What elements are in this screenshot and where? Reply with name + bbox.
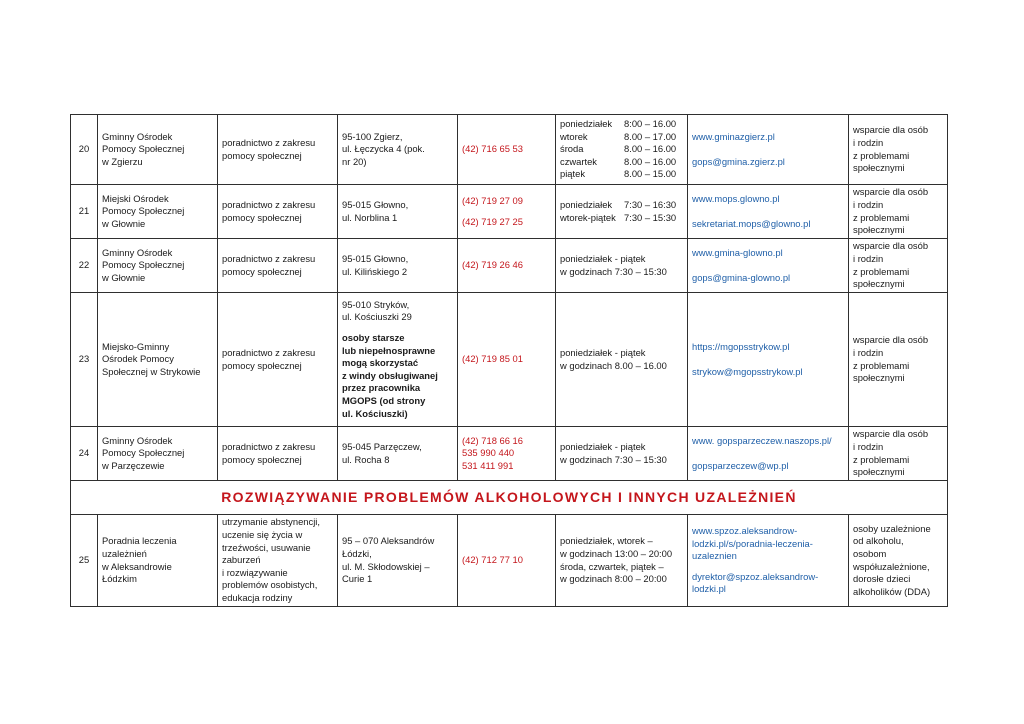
email-link[interactable]: gops@gmina.zgierz.pl: [692, 155, 785, 167]
contact-web-email: [688, 185, 849, 239]
support-scope: osoby uzależnione od alkoholu, osobom współuzależnione, dorosłe dzieci alkoholików (DDA): [849, 515, 948, 607]
service-type: poradnictwo z zakresu pomocy społecznej: [218, 293, 338, 427]
opening-hours: poniedziałek - piątek w godzinach 7:30 – 15:30: [556, 239, 688, 293]
opening-hours: poniedziałek 8:00 – 16.00 wtorek 8.00 – 17.00 środa 8.00 – 16.00 czwartek 8.00 – 16.00 piątek 8.00 – 15.00: [556, 115, 688, 185]
phone: (42) 712 77 10: [458, 515, 556, 607]
section-title: ROZWIĄZYWANIE PROBLEMÓW ALKOHOLOWYCH I INNYCH UZALEŻNIEŃ: [71, 481, 948, 515]
opening-hours: poniedziałek 7:30 – 16:30 wtorek-piątek 7:30 – 15:30: [556, 185, 688, 239]
support-scope: wsparcie dla osób i rodzin z problemami społecznymi: [849, 293, 948, 427]
phone: (42) 719 26 46: [458, 239, 556, 293]
institution-name: Poradnia leczenia uzależnień w Aleksandrowie Łódzkim: [98, 515, 218, 607]
row-number: 22: [71, 239, 98, 293]
accessibility-note: osoby starsze lub niepełnosprawne mogą skorzystać z windy obsługiwanej przez pracownika MGOPS (od strony ul. Kościuszki): [342, 332, 438, 419]
phone: (42) 719 85 01: [458, 293, 556, 427]
institution-name: Miejsko-Gminny Ośrodek Pomocy Społecznej w Strykowie: [98, 293, 218, 427]
institutions-table: [70, 114, 948, 607]
phone: (42) 716 65 53: [458, 115, 556, 185]
website-link[interactable]: www.mops.glowno.pl: [692, 192, 780, 204]
email-link[interactable]: gops@gmina-glowno.pl: [692, 271, 791, 283]
service-type: poradnictwo z zakresu pomocy społecznej: [218, 427, 338, 481]
phone: (42) 718 66 16 535 990 440 531 411 991: [458, 427, 556, 481]
table-row: [71, 515, 948, 607]
address: 95-015 Głowno, ul. Kilińskiego 2: [338, 239, 458, 293]
row-number: 23: [71, 293, 98, 427]
institution-name: Miejski Ośrodek Pomocy Społecznej w Głownie: [98, 185, 218, 239]
email-link[interactable]: gopsparzeczew@wp.pl: [692, 459, 789, 471]
contact-web-email: [688, 115, 849, 185]
address: 95-045 Parzęczew, ul. Rocha 8: [338, 427, 458, 481]
website-link[interactable]: https://mgopsstrykow.pl: [692, 340, 790, 352]
email-link[interactable]: sekretariat.mops@glowno.pl: [692, 217, 811, 229]
address: 95-100 Zgierz, ul. Łęczycka 4 (pok. nr 20): [338, 115, 458, 185]
contact-web-email: [688, 293, 849, 427]
website-link[interactable]: www.gminazgierz.pl: [692, 130, 775, 142]
website-link[interactable]: www. gopsparzeczew.naszops.pl/: [692, 434, 832, 446]
institution-name: Gminny Ośrodek Pomocy Społecznej w Parzęczewie: [98, 427, 218, 481]
service-type: poradnictwo z zakresu pomocy społecznej: [218, 115, 338, 185]
section-header-row: [71, 481, 948, 515]
table-row: [71, 239, 948, 293]
institution-name: Gminny Ośrodek Pomocy Społecznej w Zgierzu: [98, 115, 218, 185]
row-number: 25: [71, 515, 98, 607]
support-scope: wsparcie dla osób i rodzin z problemami społecznymi: [849, 239, 948, 293]
institution-name: Gminny Ośrodek Pomocy Społecznej w Głownie: [98, 239, 218, 293]
service-type: poradnictwo z zakresu pomocy społecznej: [218, 239, 338, 293]
row-number: 24: [71, 427, 98, 481]
contact-web-email: [688, 427, 849, 481]
support-scope: wsparcie dla osób i rodzin z problemami społecznymi: [849, 185, 948, 239]
table-row: [71, 427, 948, 481]
email-link[interactable]: strykow@mgopsstrykow.pl: [692, 365, 803, 377]
address: 95 – 070 Aleksandrów Łódzki, ul. M. Skłodowskiej – Curie 1: [338, 515, 458, 607]
website-link[interactable]: www.spzoz.aleksandrow- lodzki.pl/s/poradnia-leczenia- uzaleznien: [692, 525, 813, 562]
address: 95-015 Głowno, ul. Norblina 1: [338, 185, 458, 239]
opening-hours: poniedziałek - piątek w godzinach 7:30 – 15:30: [556, 427, 688, 481]
row-number: 20: [71, 115, 98, 185]
website-link[interactable]: www.gmina-glowno.pl: [692, 246, 783, 258]
support-scope: wsparcie dla osób i rodzin z problemami społecznymi: [849, 427, 948, 481]
row-number: 21: [71, 185, 98, 239]
table-row: [71, 115, 948, 185]
address: 95-010 Stryków, ul. Kościuszki 29 osoby starsze lub niepełnosprawne mogą skorzystać z windy obsługiwanej przez pracownika MGOPS (od strony ul. Kościuszki): [338, 293, 458, 427]
opening-hours: poniedziałek - piątek w godzinach 8.00 – 16.00: [556, 293, 688, 427]
service-type: utrzymanie abstynencji, uczenie się życia w trzeźwości, usuwanie zaburzeń i rozwiązywanie problemów osobistych, edukacja rodziny: [218, 515, 338, 607]
table-row: [71, 293, 948, 427]
email-link[interactable]: dyrektor@spzoz.aleksandrow- lodzki.pl: [692, 570, 819, 595]
support-scope: wsparcie dla osób i rodzin z problemami społecznymi: [849, 115, 948, 185]
contact-web-email: [688, 515, 849, 607]
phone: (42) 719 27 09 (42) 719 27 25: [458, 185, 556, 239]
service-type: poradnictwo z zakresu pomocy społecznej: [218, 185, 338, 239]
opening-hours: poniedziałek, wtorek – w godzinach 13:00 – 20:00 środa, czwartek, piątek – w godzinach 8:00 – 20:00: [556, 515, 688, 607]
contact-web-email: [688, 239, 849, 293]
table-row: [71, 185, 948, 239]
